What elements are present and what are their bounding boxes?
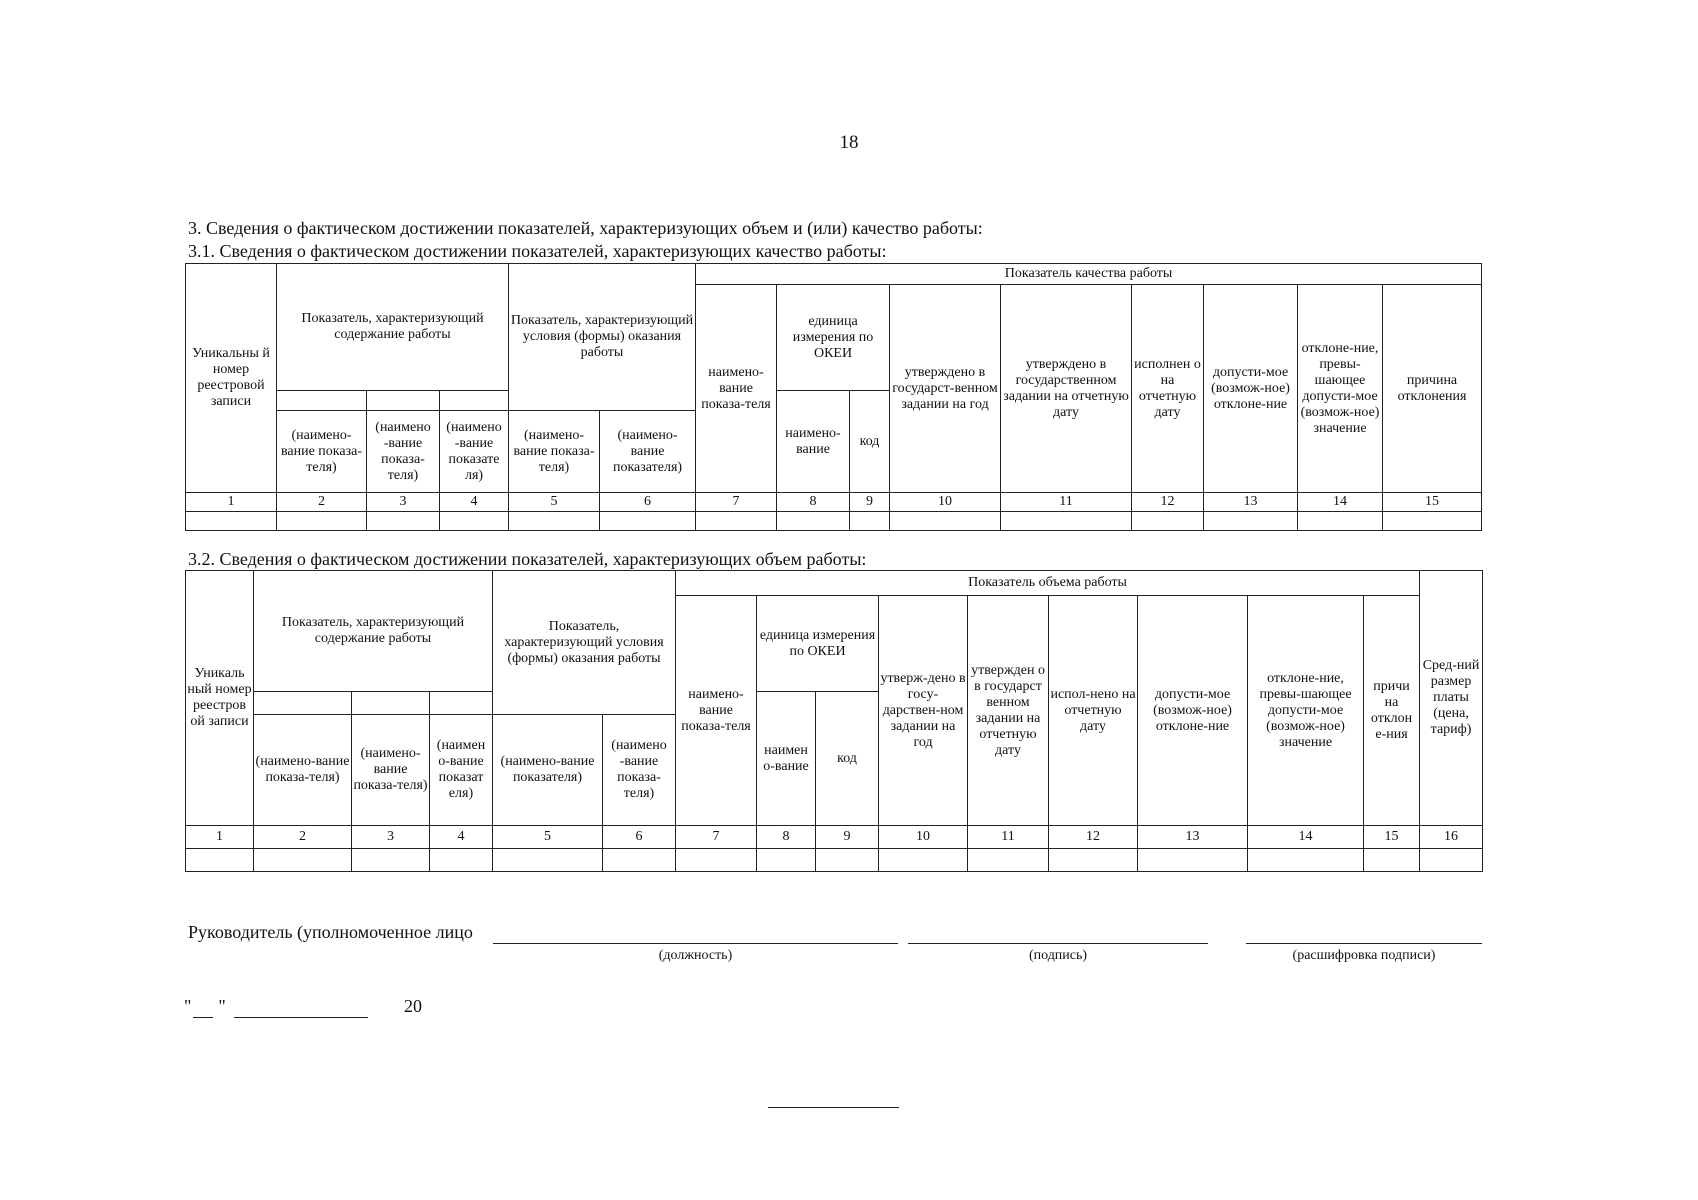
column-number: 2: [254, 826, 352, 849]
column-number: 11: [1001, 493, 1132, 512]
column-number: 13: [1204, 493, 1298, 512]
allowed-deviation-header: допусти-мое (возмож-ное) отклоне-ние: [1204, 285, 1298, 493]
column-number: 9: [850, 493, 890, 512]
data-cell: [1420, 849, 1483, 872]
exceeding-deviation-header: отклоне-ние, превы-шающее допусти-мое (возмож-ное) значение: [1248, 596, 1364, 826]
exceeding-deviation-header: отклоне-ние, превы-шающее допусти-мое (возмож-ное) значение: [1298, 285, 1383, 493]
data-cell: [430, 849, 493, 872]
content-sub-blank: [430, 692, 493, 715]
data-cell: [440, 512, 509, 531]
indicator-name-header: наимено-вание показа-теля: [676, 596, 757, 826]
column-number: 4: [430, 826, 493, 849]
column-numbers-row: [186, 826, 1483, 849]
volume-indicators-table: [185, 570, 1483, 872]
executed-header: исполнен о на отчетную дату: [1132, 285, 1204, 493]
unit-okei-header: единица измерения по ОКЕИ: [757, 596, 879, 692]
date-quotes: " ": [184, 996, 226, 1016]
content-sub-blank: [367, 391, 440, 411]
column-number: 7: [696, 493, 777, 512]
column-number: 8: [757, 826, 816, 849]
conditions-subcolumn-1: (наимено-вание показа-теля): [509, 411, 600, 493]
data-cell: [1383, 512, 1482, 531]
bottom-rule: [768, 1107, 899, 1108]
unit-name-header: наимено-вание: [777, 391, 850, 493]
unit-name-header: наимен о-вание: [757, 692, 816, 826]
section-3-1-title: 3.1. Сведения о фактическом достижении показателей, характеризующих качество работы:: [188, 241, 887, 261]
column-number: 9: [816, 826, 879, 849]
data-cell: [1204, 512, 1298, 531]
data-cell: [696, 512, 777, 531]
unique-number-header: Уникаль ный номер реестров ой записи: [186, 571, 254, 826]
column-number: 12: [1049, 826, 1138, 849]
data-cell: [816, 849, 879, 872]
content-subcolumn-1: (наимено-вание показа-теля): [254, 715, 352, 826]
quality-indicators-table: [185, 263, 1482, 531]
position-line: [493, 943, 898, 944]
column-number: 11: [968, 826, 1049, 849]
column-number: 6: [603, 826, 676, 849]
page-number: 18: [839, 132, 859, 153]
data-cell: [777, 512, 850, 531]
signature-line: [908, 943, 1208, 944]
column-number: 10: [879, 826, 968, 849]
column-number: 8: [777, 493, 850, 512]
column-number: 5: [509, 493, 600, 512]
data-cell: [367, 512, 440, 531]
allowed-deviation-header: допусти-мое (возмож-ное) отклоне-ние: [1138, 596, 1248, 826]
data-cell: [254, 849, 352, 872]
average-fee-header: Сред-ний размер платы (цена, тариф): [1420, 571, 1483, 826]
column-number: 4: [440, 493, 509, 512]
column-number: 5: [493, 826, 603, 849]
empty-data-row: [186, 849, 1483, 872]
column-number: 7: [676, 826, 757, 849]
indicator-name-header: наимено-вание показа-теля: [696, 285, 777, 493]
content-indicator-header: Показатель, характеризующий содержание работы: [254, 571, 493, 692]
approved-report-date-header: утверждено в государственном задании на отчетную дату: [1001, 285, 1132, 493]
data-cell: [1248, 849, 1364, 872]
decoding-line: [1246, 943, 1482, 944]
unique-number-header: Уникальны й номер реестровой записи: [186, 264, 277, 493]
content-subcolumn-1: (наимено-вание показа-теля): [277, 411, 367, 493]
approved-report-date-header: утвержден о в государст венном задании на отчетную дату: [968, 596, 1049, 826]
content-sub-blank: [440, 391, 509, 411]
approved-year-header: утверж-дено в госу-дарствен-ном задании на год: [879, 596, 968, 826]
column-number: 1: [186, 826, 254, 849]
data-cell: [1298, 512, 1383, 531]
data-cell: [493, 849, 603, 872]
column-number: 15: [1364, 826, 1420, 849]
section-3-title: 3. Сведения о фактическом достижении показателей, характеризующих объем и (или) качество работы:: [188, 218, 983, 238]
decoding-caption: (расшифровка подписи): [1292, 948, 1436, 963]
data-cell: [352, 849, 430, 872]
column-number: 3: [367, 493, 440, 512]
unit-code-header: код: [850, 391, 890, 493]
data-cell: [1138, 849, 1248, 872]
column-number: 14: [1298, 493, 1383, 512]
volume-indicator-group-header: Показатель объема работы: [676, 571, 1420, 596]
content-sub-blank: [254, 692, 352, 715]
column-number: 16: [1420, 826, 1483, 849]
column-number: 1: [186, 493, 277, 512]
empty-data-row: [186, 512, 1482, 531]
conditions-indicator-header: Показатель, характеризующий условия (формы) оказания работы: [493, 571, 676, 715]
column-number: 15: [1383, 493, 1482, 512]
executed-header: испол-нено на отчетную дату: [1049, 596, 1138, 826]
content-subcolumn-3: (наимено -вание показате ля): [440, 411, 509, 493]
content-subcolumn-2: (наимено -вание показа-теля): [367, 411, 440, 493]
content-subcolumn-3: (наимен о-вание показат еля): [430, 715, 493, 826]
month-line: [234, 1017, 368, 1018]
content-sub-blank: [352, 692, 430, 715]
column-number: 2: [277, 493, 367, 512]
data-cell: [879, 849, 968, 872]
column-number: 3: [352, 826, 430, 849]
conditions-subcolumn-2: (наимено -вание показа-теля): [603, 715, 676, 826]
column-number: 14: [1248, 826, 1364, 849]
data-cell: [1049, 849, 1138, 872]
deviation-reason-header: причи на отклон е-ния: [1364, 596, 1420, 826]
column-numbers-row: [186, 493, 1482, 512]
data-cell: [1132, 512, 1204, 531]
data-cell: [603, 849, 676, 872]
data-cell: [968, 849, 1049, 872]
position-caption: (должность): [658, 948, 733, 963]
column-number: 12: [1132, 493, 1204, 512]
data-cell: [186, 849, 254, 872]
column-number: 6: [600, 493, 696, 512]
approved-year-header: утверждено в государст-венном задании на год: [890, 285, 1001, 493]
data-cell: [850, 512, 890, 531]
content-sub-blank: [277, 391, 367, 411]
year-prefix: 20: [404, 996, 422, 1016]
signature-caption: (подпись): [1028, 948, 1088, 963]
data-cell: [757, 849, 816, 872]
manager-label: Руководитель (уполномоченное лицо: [188, 922, 473, 942]
data-cell: [509, 512, 600, 531]
data-cell: [600, 512, 696, 531]
content-subcolumn-2: (наимено-вание показа-теля): [352, 715, 430, 826]
unit-code-header: код: [816, 692, 879, 826]
deviation-reason-header: причина отклонения: [1383, 285, 1482, 493]
data-cell: [1364, 849, 1420, 872]
conditions-indicator-header: Показатель, характеризующий условия (формы) оказания работы: [509, 264, 696, 411]
content-indicator-header: Показатель, характеризующий содержание работы: [277, 264, 509, 391]
quality-indicator-group-header: Показатель качества работы: [696, 264, 1482, 285]
section-3-2-title: 3.2. Сведения о фактическом достижении показателей, характеризующих объем работы:: [188, 549, 867, 569]
data-cell: [1001, 512, 1132, 531]
column-number: 13: [1138, 826, 1248, 849]
data-cell: [676, 849, 757, 872]
data-cell: [277, 512, 367, 531]
conditions-subcolumn-2: (наимено-вание показателя): [600, 411, 696, 493]
day-line: [193, 1017, 213, 1018]
conditions-subcolumn-1: (наимено-вание показателя): [493, 715, 603, 826]
data-cell: [890, 512, 1001, 531]
data-cell: [186, 512, 277, 531]
column-number: 10: [890, 493, 1001, 512]
unit-okei-header: единица измерения по ОКЕИ: [777, 285, 890, 391]
